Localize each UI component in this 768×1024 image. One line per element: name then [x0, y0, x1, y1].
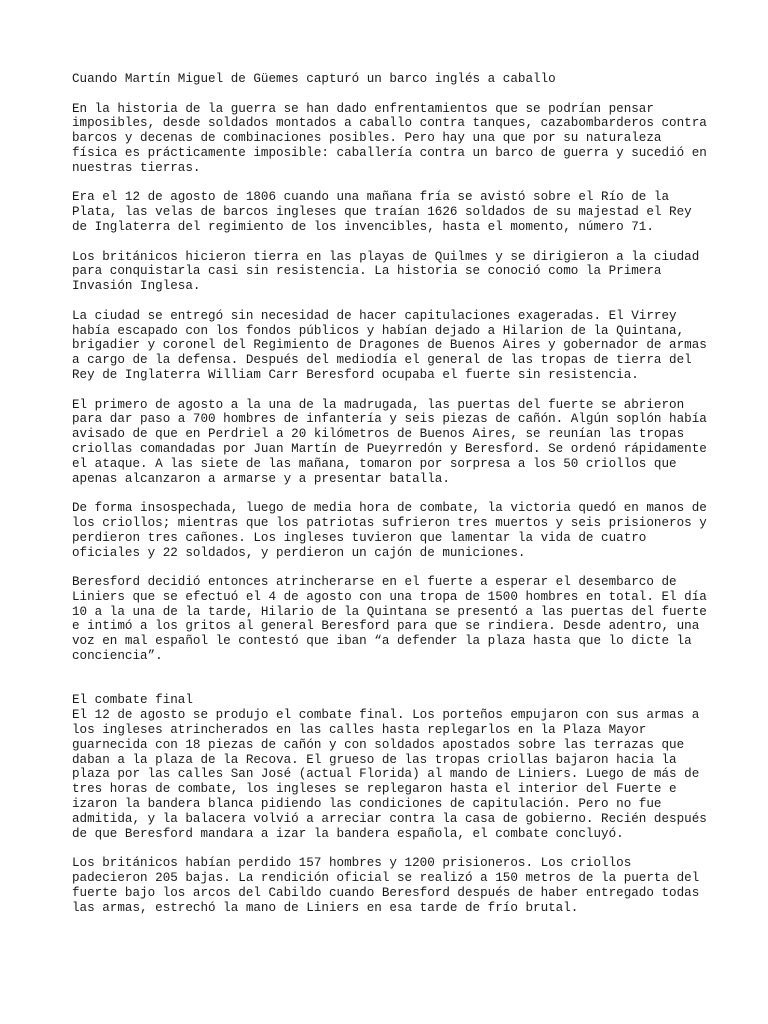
document-title: Cuando Martín Miguel de Güemes capturó un barco inglés a caballo: [72, 72, 556, 86]
document-page: [72, 72, 712, 930]
section-title: El combate final: [72, 693, 193, 708]
paragraph: En la historia de la guerra se han dado enfrentamientos que se podrían pensar imposibles, desde soldados montados a caballo contra tanques, cazabombarderos contra barcos y decenas de combinaciones posibles. Pero hay una que por su naturaleza física es prácticamente imposible: caballería contra un barco de guerra y sucedió en nuestras tierras.: [72, 101, 707, 175]
paragraph: Beresford decidió entonces atrincherarse en el fuerte a esperar el desembarco de Liniers que se efectuó el 4 de agosto con una tropa de 1500 hombres en total. El día 10 a la una de la tarde, Hilario de la Quintana se presentó a las puertas del fuerte e intimó a los gritos al general Beresford para que se rindiera. Desde adentro, una voz en mal español le contestó que iban “a defender la plaza hasta que lo dicte la conciencia”.: [72, 575, 707, 664]
paragraph: El 12 de agosto se produjo el combate final. Los porteños empujaron con sus armas a los ingleses atrincherados en las calles hasta replegarlos en la Plaza Mayor guarnecida con 18 piezas de cañón y con soldados apostados sobre las terrazas que daban a la plaza de la Recova. El grueso de las tropas criollas bajaron hacia la plaza por las calles San José (actual Florida) al mando de Liniers. Luego de más de tres horas de combate, los ingleses se replegaron hasta el interior del Fuerte e izaron la bandera blanca pidiendo las condiciones de capitulación. Pero no fue admitida, y la balacera volvió a arreciar contra la casa de gobierno. Recién después de que Beresford mandara a izar la bandera española, el combate concluyó.: [72, 708, 707, 841]
paragraph: Los británicos habían perdido 157 hombres y 1200 prisioneros. Los criollos padecieron 205 bajas. La rendición oficial se realizó a 150 metros de la puerta del fuerte bajo los arcos del Cabildo cuando Beresford después de haber entregado todas las armas, estrechó la mano de Liniers en esa tarde de frío brutal.: [72, 856, 700, 915]
paragraph: De forma insospechada, luego de media hora de combate, la victoria quedó en manos de los criollos; mientras que los patriotas sufrieron tres muertos y seis prisioneros y perdieron tres cañones. Los ingleses tuvieron que lamentar la vida de cuatro oficiales y 22 soldados, y perdieron un cajón de municiones.: [72, 501, 707, 560]
paragraph: Era el 12 de agosto de 1806 cuando una mañana fría se avistó sobre el Río de la Plata, las velas de barcos ingleses que traían 1626 soldados de su majestad el Rey de Inglaterra del regimiento de los invencibles, hasta el momento, número 71.: [72, 190, 692, 234]
blank-line: [72, 679, 712, 694]
paragraph: La ciudad se entregó sin necesidad de hacer capitulaciones exageradas. El Virrey había escapado con los fondos públicos y habían dejado a Hilarion de la Quintana, brigadier y coronel del Regimiento de Dragones de Buenos Aires y gobernador de armas a cargo de la defensa. Después del mediodía el general de las tropas de tierra del Rey de Inglaterra William Carr Beresford ocupaba el fuerte sin resistencia.: [72, 308, 707, 382]
paragraph: El primero de agosto a la una de la madrugada, las puertas del fuerte se abrieron para dar paso a 700 hombres de infantería y seis piezas de cañón. Algún soplón había avisado de que en Perdriel a 20 kilómetros de Buenos Aires, se reunían las tropas criollas comandadas por Juan Martín de Pueyrredón y Beresford. Se ordenó rápidamente el ataque. A las siete de las mañana, tomaron por sorpresa a los 50 criollos que apenas alcanzaron a armarse y a presentar batalla.: [72, 397, 707, 486]
paragraph: Los británicos hicieron tierra en las playas de Quilmes y se dirigieron a la ciudad para conquistarla casi sin resistencia. La historia se conoció como la Primera Invasión Inglesa.: [72, 249, 700, 294]
